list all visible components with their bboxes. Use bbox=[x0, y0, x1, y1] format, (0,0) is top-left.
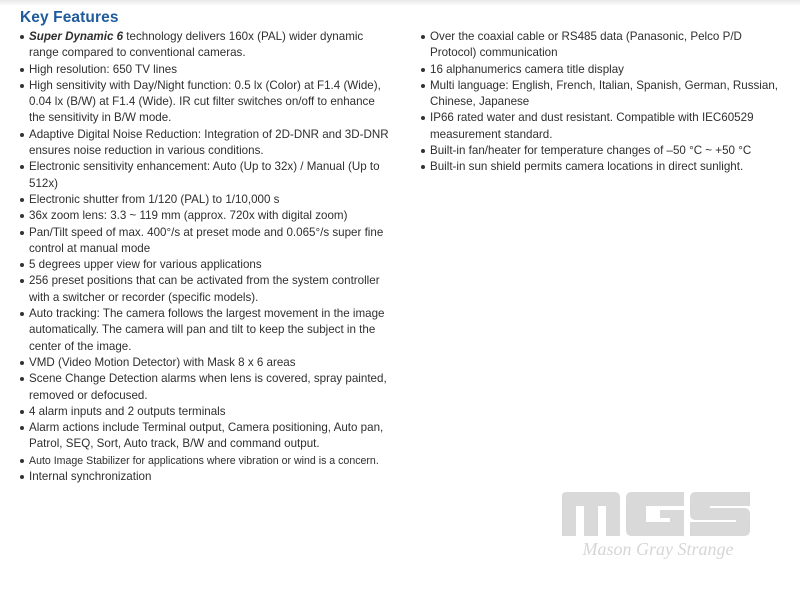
feature-item bbox=[421, 29, 791, 62]
feature-text: Multi language: English, French, Italian, Spanish, German, Russian, Chinese, Japanese bbox=[430, 78, 778, 109]
feature-text: IP66 rated water and dust resistant. Compatible with IEC60529 measurement standard. bbox=[430, 111, 754, 141]
feature-item bbox=[421, 110, 791, 143]
feature-text: technology delivers 160x (PAL) wider dynamic range compared to conventional cameras. bbox=[29, 30, 364, 60]
feature-text: Scene Change Detection alarms when lens is covered, spray painted, removed or defocused. bbox=[29, 372, 387, 402]
feature-item bbox=[20, 159, 392, 192]
feature-text: Adaptive Digital Noise Reduction: Integration of 2D-DNR and 3D-DNR ensures noise reduction in various conditions. bbox=[29, 127, 389, 158]
feature-text: 36x zoom lens: 3.3 ~ 119 mm (approx. 720x with digital zoom) bbox=[29, 209, 348, 223]
feature-item bbox=[421, 62, 791, 78]
feature-text: Electronic sensitivity enhancement: Auto (Up to 32x) / Manual (Up to 512x) bbox=[29, 160, 380, 190]
feature-item bbox=[20, 192, 392, 208]
feature-text: Over the coaxial cable or RS485 data (Panasonic, Pelco P/D Protocol) communication bbox=[430, 30, 742, 60]
feature-item bbox=[20, 257, 392, 273]
feature-item bbox=[20, 29, 392, 62]
feature-text: 256 preset positions that can be activated from the system controller with a switcher or recorder (specific models). bbox=[29, 274, 380, 304]
feature-item bbox=[20, 225, 392, 258]
feature-text: Auto tracking: The camera follows the largest movement in the image automatically. The camera will pan and tilt to keep the subject in the center of the image. bbox=[29, 307, 385, 353]
mgs-logo-mark bbox=[560, 490, 752, 538]
feature-item bbox=[20, 273, 392, 306]
feature-item bbox=[20, 127, 392, 160]
feature-item bbox=[20, 208, 392, 224]
feature-item bbox=[20, 62, 392, 78]
feature-text: VMD (Video Motion Detector) with Mask 8 x 6 areas bbox=[29, 355, 296, 369]
feature-item bbox=[20, 306, 392, 355]
feature-item bbox=[421, 159, 791, 175]
feature-item bbox=[20, 371, 392, 404]
feature-text: High sensitivity with Day/Night function: 0.5 lx (Color) at F1.4 (Wide), 0.04 lx (B/W) at F1.4 (Wide). IR cut filter switches on/off to enhance the sensitivity in B/W mode. bbox=[29, 78, 381, 125]
feature-item bbox=[20, 355, 392, 371]
mgs-logo bbox=[560, 490, 752, 562]
feature-text: 4 alarm inputs and 2 outputs terminals bbox=[29, 404, 226, 418]
top-divider-strip bbox=[0, 0, 800, 6]
feature-text: Alarm actions include Terminal output, Camera positioning, Auto pan, Patrol, SEQ, Sort, Auto track, B/W and command output. bbox=[29, 421, 384, 451]
feature-item bbox=[20, 78, 392, 127]
feature-item bbox=[20, 469, 392, 485]
feature-text: Built-in fan/heater for temperature changes of –50 °C ~ +50 °C bbox=[430, 144, 752, 158]
feature-text: Auto Image Stabilizer for applications where vibration or wind is a concern. bbox=[29, 454, 379, 467]
right-feature-list bbox=[421, 29, 791, 176]
feature-text: Internal synchronization bbox=[29, 470, 152, 484]
feature-item bbox=[20, 453, 392, 469]
feature-item bbox=[20, 404, 392, 420]
feature-text: 16 alphanumerics camera title display bbox=[430, 62, 624, 76]
feature-brand-name: Super Dynamic 6 bbox=[29, 30, 124, 43]
mgs-logo-tagline: Mason Gray Strange bbox=[582, 539, 734, 559]
feature-text: Built-in sun shield permits camera locations in direct sunlight. bbox=[430, 160, 744, 174]
feature-item bbox=[421, 78, 791, 111]
feature-item bbox=[421, 143, 791, 159]
feature-text: 5 degrees upper view for various applications bbox=[29, 258, 262, 272]
page-heading: Key Features bbox=[20, 9, 119, 26]
feature-text: Electronic shutter from 1/120 (PAL) to 1/10,000 s bbox=[29, 192, 280, 206]
feature-text: High resolution: 650 TV lines bbox=[29, 62, 178, 76]
left-feature-list bbox=[20, 29, 392, 485]
feature-text: Pan/Tilt speed of max. 400°/s at preset mode and 0.065°/s super fine control at manual mode bbox=[29, 225, 384, 255]
feature-item bbox=[20, 420, 392, 453]
